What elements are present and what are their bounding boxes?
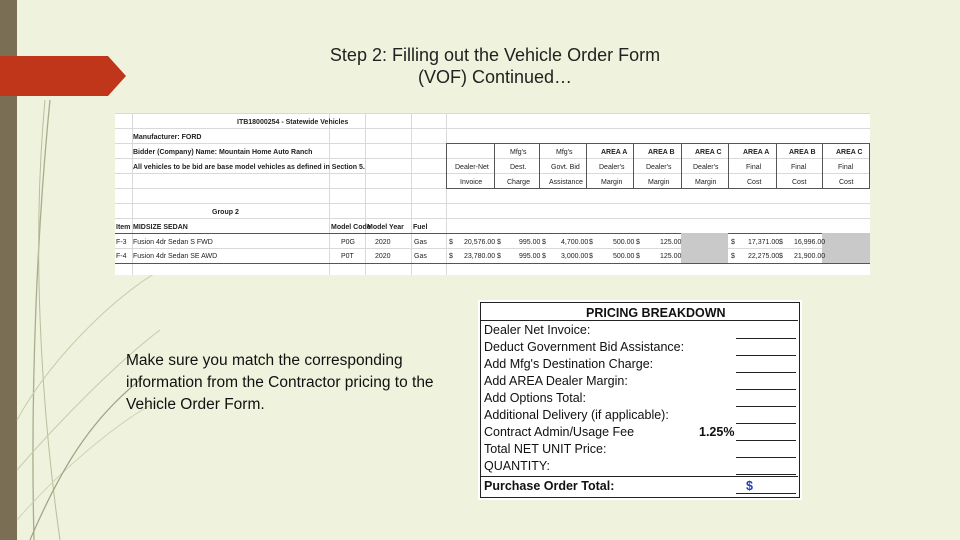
- blank-dealer-margin: [736, 389, 796, 390]
- hdr-area-c-margin-1: AREA C: [695, 149, 722, 156]
- blank-delivery: [736, 423, 796, 424]
- line-admin-fee: Contract Admin/Usage Fee: [484, 425, 635, 439]
- row1-b-margin: 125.00: [660, 239, 682, 246]
- row1-year: 2020: [375, 239, 391, 246]
- line-dealer-net: Dealer Net Invoice:: [484, 323, 591, 337]
- group-label: Group 2: [212, 209, 239, 216]
- row1-fuel: Gas: [414, 239, 427, 246]
- row2-dealer-net: 23,780.00: [464, 253, 496, 260]
- hdr-area-b-cost-1: AREA B: [789, 149, 816, 156]
- hdr-mfg-govt-2: Govt. Bid: [551, 164, 580, 171]
- row2-fuel: Gas: [414, 253, 427, 260]
- hdr-area-c-margin-2: Dealer's: [693, 164, 719, 171]
- col-model-year: Model Year: [367, 224, 404, 231]
- row1-desc: Fusion 4dr Sedan S FWD: [133, 239, 213, 246]
- hdr-mfg-govt-3: Assistance: [549, 179, 583, 186]
- row1-dealer-net: 20,576.00: [464, 239, 496, 246]
- title-line-1: Step 2: Filling out the Vehicle Order Form: [329, 45, 661, 65]
- purchase-order-total-value: $: [746, 479, 753, 493]
- blank-dest-charge: [736, 372, 796, 373]
- row1-currency-5: $: [636, 239, 640, 246]
- row1-a-margin: 500.00: [613, 239, 635, 246]
- hdr-mfg-dest-1: Mfg's: [510, 149, 527, 156]
- hdr-area-b-margin-2: Dealer's: [646, 164, 672, 171]
- line-dealer-margin: Add AREA Dealer Margin:: [484, 374, 628, 388]
- row2-currency-2: $: [497, 253, 501, 260]
- row2-a-margin: 500.00: [613, 253, 635, 260]
- hdr-area-a-cost-2: Final: [746, 164, 762, 171]
- row2-govt: 3,000.00: [561, 253, 589, 260]
- row1-a-cost: 17,371.00: [748, 239, 780, 246]
- hdr-mfg-dest-2: Dest.: [510, 164, 527, 171]
- row1-currency-1: $: [449, 239, 453, 246]
- hdr-mfg-govt-1: Mfg's: [556, 149, 573, 156]
- pricing-breakdown-panel: [478, 300, 802, 500]
- row1-currency-2: $: [497, 239, 501, 246]
- row2-currency-7: $: [779, 253, 783, 260]
- hdr-dealer-net-3: Invoice: [460, 179, 483, 186]
- pricing-title: PRICING BREAKDOWN: [586, 306, 726, 320]
- row2-a-cost: 22,275.00: [748, 253, 780, 260]
- hdr-area-b-margin-1: AREA B: [648, 149, 675, 156]
- row2-currency-6: $: [731, 253, 735, 260]
- row2-b-margin: 125.00: [660, 253, 682, 260]
- hdr-area-c-cost-2: Final: [838, 164, 854, 171]
- spreadsheet-screenshot: [115, 113, 870, 275]
- hdr-area-a-margin-2: Dealer's: [599, 164, 625, 171]
- row1-currency-3: $: [542, 239, 546, 246]
- hdr-area-a-margin-3: Margin: [601, 179, 623, 186]
- hdr-area-b-margin-3: Margin: [648, 179, 670, 186]
- row2-currency-1: $: [449, 253, 453, 260]
- col-item: Item: [116, 224, 131, 231]
- row2-item: F-4: [116, 253, 127, 260]
- blank-dealer-net: [736, 338, 796, 339]
- blank-govt-bid: [736, 355, 796, 356]
- blank-quantity: [736, 474, 796, 475]
- hdr-dealer-net-2: Dealer-Net: [455, 164, 489, 171]
- col-category: MIDSIZE SEDAN: [133, 224, 188, 231]
- slide-title: [280, 44, 710, 88]
- row1-govt: 4,700.00: [561, 239, 589, 246]
- line-options: Add Options Total:: [484, 391, 586, 405]
- hdr-area-c-margin-3: Margin: [695, 179, 717, 186]
- row1-currency-6: $: [731, 239, 735, 246]
- row2-currency-4: $: [589, 253, 593, 260]
- admin-fee-value: 1.25%: [699, 425, 735, 439]
- row1-dest: 995.00: [519, 239, 541, 246]
- hdr-area-a-cost-3: Cost: [747, 179, 762, 186]
- title-line-2: (VOF) Continued…: [417, 67, 573, 87]
- line-govt-bid: Deduct Government Bid Assistance:: [484, 340, 685, 354]
- instruction-text: Make sure you match the corresponding information from the Contractor pricing to the Vehicle Order Form.: [126, 352, 434, 413]
- hdr-mfg-dest-3: Charge: [507, 179, 530, 186]
- hdr-area-a-cost-1: AREA A: [743, 149, 770, 156]
- col-model-code: Model Code: [331, 224, 371, 231]
- row1-currency-7: $: [779, 239, 783, 246]
- contract-title: ITB18000254 - Statewide Vehicles: [237, 119, 349, 126]
- line-delivery: Additional Delivery (if applicable):: [484, 408, 669, 422]
- hdr-area-b-cost-2: Final: [791, 164, 807, 171]
- row2-code: P0T: [341, 253, 354, 260]
- hdr-area-a-margin-1: AREA A: [601, 149, 628, 156]
- row2-currency-3: $: [542, 253, 546, 260]
- hdr-area-c-cost-1: AREA C: [836, 149, 863, 156]
- bidder-name: Bidder (Company) Name: Mountain Home Auto Ranch: [133, 149, 313, 156]
- blank-total-net: [736, 457, 796, 458]
- blank-total: [736, 493, 796, 494]
- row2-year: 2020: [375, 253, 391, 260]
- blank-admin-fee: [736, 440, 796, 441]
- row1-item: F-3: [116, 239, 127, 246]
- row1-code: P0G: [341, 239, 356, 246]
- row2-dest: 995.00: [519, 253, 541, 260]
- manufacturer: Manufacturer: FORD: [133, 134, 202, 141]
- row1-b-cost: 16,996.00: [794, 239, 826, 246]
- row1-currency-4: $: [589, 239, 593, 246]
- col-fuel: Fuel: [413, 224, 428, 231]
- row2-currency-5: $: [636, 253, 640, 260]
- sheet-note: All vehicles to be bid are base model vehicles as defined in Section 5.: [133, 164, 365, 171]
- line-quantity: QUANTITY:: [484, 459, 550, 473]
- blank-options: [736, 406, 796, 407]
- purchase-order-total-label: Purchase Order Total:: [484, 479, 615, 493]
- hdr-area-b-cost-3: Cost: [792, 179, 807, 186]
- line-dest-charge: Add Mfg's Destination Charge:: [484, 357, 654, 371]
- line-total-net: Total NET UNIT Price:: [484, 442, 607, 456]
- hdr-area-c-cost-3: Cost: [839, 179, 854, 186]
- row2-b-cost: 21,900.00: [794, 253, 826, 260]
- row2-desc: Fusion 4dr Sedan SE AWD: [133, 253, 218, 260]
